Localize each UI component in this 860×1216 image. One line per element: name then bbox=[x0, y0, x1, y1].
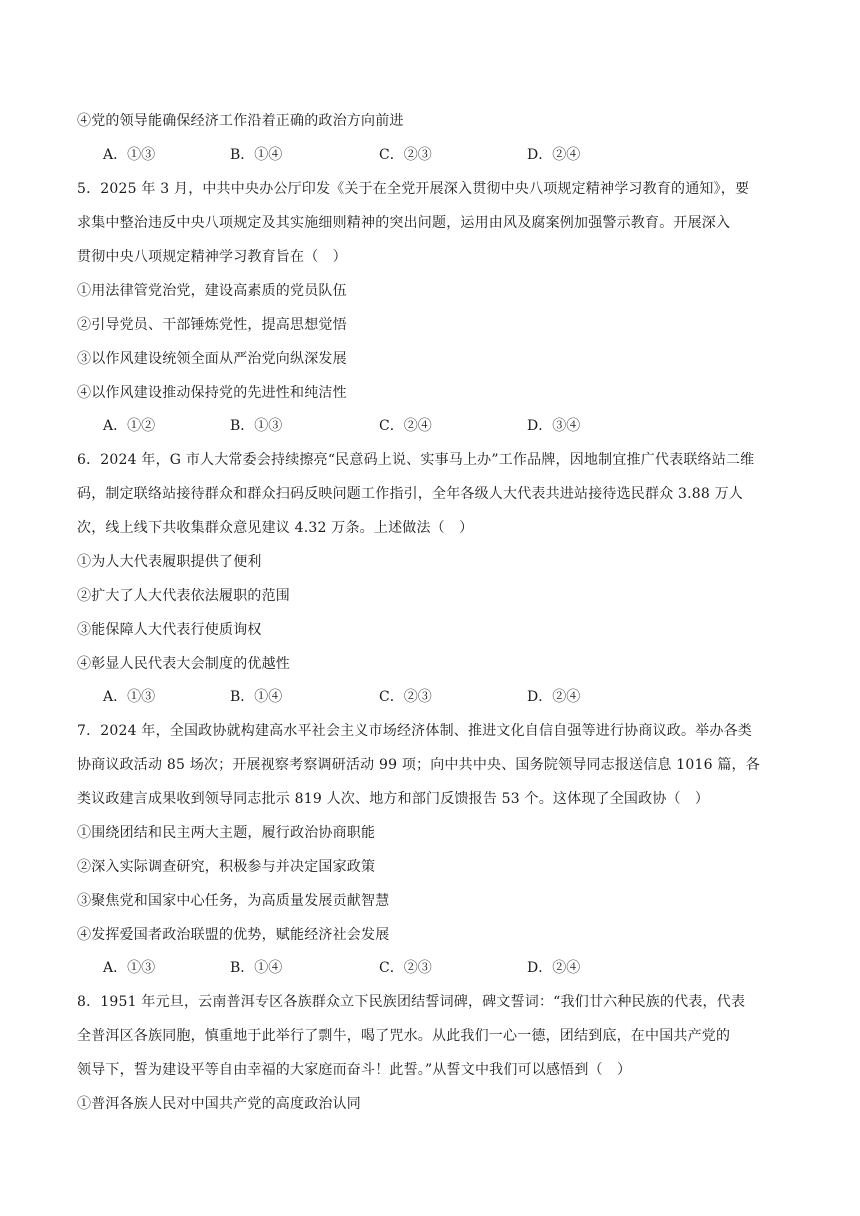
q4-option-b[interactable]: B．①④ bbox=[230, 147, 283, 163]
q6-statement-2: ②扩大了人大代表依法履职的范围 bbox=[77, 588, 290, 604]
q8-stem-line-2: 全普洱区各族同胞，慎重地于此举行了剽牛，喝了咒水。从此我们一心一德，团结到底，在中国共产党的 bbox=[77, 1028, 731, 1044]
q6-statement-3: ③能保障人大代表行使质询权 bbox=[77, 622, 262, 638]
q5-statement-2: ②引导党员、干部锤炼党性，提高思想觉悟 bbox=[77, 317, 347, 333]
q7-stem-line-3: 类议政建言成果收到领导同志批示 819 人次、地方和部门反馈报告 53 个。这体现了全国政协（ ） bbox=[77, 791, 710, 807]
q5-option-c[interactable]: C．②④ bbox=[379, 418, 432, 434]
q6-option-d[interactable]: D．②④ bbox=[527, 689, 581, 705]
q7-option-b[interactable]: B．①④ bbox=[230, 960, 283, 976]
q7-statement-3: ③聚焦党和国家中心任务，为高质量发展贡献智慧 bbox=[77, 893, 390, 909]
q6-stem-line-1: 6．2024 年，G 市人大常委会持续擦亮“民意码上说、实事马上办”工作品牌，因地制宜推广代表联络站二维 bbox=[77, 452, 755, 468]
q5-option-b[interactable]: B．①③ bbox=[230, 418, 283, 434]
q5-stem-line-2: 求集中整治违反中央八项规定及其实施细则精神的突出问题，运用由风及腐案例加强警示教育。开展深入 bbox=[77, 215, 731, 231]
q5-statement-4: ④以作风建设推动保持党的先进性和纯洁性 bbox=[77, 385, 347, 401]
q4-option-c[interactable]: C．②③ bbox=[379, 147, 432, 163]
q5-option-a[interactable]: A．①② bbox=[103, 418, 156, 434]
q6-statement-1: ①为人大代表履职提供了便利 bbox=[77, 554, 262, 570]
q7-statement-2: ②深入实际调查研究，积极参与并决定国家政策 bbox=[77, 859, 376, 875]
q4-statement-4: ④党的领导能确保经济工作沿着正确的政治方向前进 bbox=[77, 113, 404, 129]
q7-statement-4: ④发挥爱国者政治联盟的优势，赋能经济社会发展 bbox=[77, 927, 390, 943]
q8-statement-1: ①普洱各族人民对中国共产党的高度政治认同 bbox=[77, 1096, 361, 1112]
q7-option-d[interactable]: D．②④ bbox=[527, 960, 581, 976]
q6-option-c[interactable]: C．②③ bbox=[379, 689, 432, 705]
q4-option-a[interactable]: A．①③ bbox=[103, 147, 156, 163]
q5-statement-3: ③以作风建设统领全面从严治党向纵深发展 bbox=[77, 351, 347, 367]
q4-option-d[interactable]: D．②④ bbox=[527, 147, 581, 163]
q5-stem-line-3: 贯彻中央八项规定精神学习教育旨在（ ） bbox=[77, 249, 347, 265]
q7-option-a[interactable]: A．①③ bbox=[103, 960, 156, 976]
q6-option-a[interactable]: A．①③ bbox=[103, 689, 156, 705]
q6-stem-line-2: 码，制定联络站接待群众和群众扫码反映问题工作指引，全年各级人大代表共进站接待选民群众 3.88 万人 bbox=[77, 486, 744, 502]
q7-stem-line-2: 协商议政活动 85 场次；开展视察考察调研活动 99 项；向中共中央、国务院领导同志报送信息 1016 篇，各 bbox=[77, 757, 760, 773]
q8-stem-line-1: 8．1951 年元旦，云南普洱专区各族群众立下民族团结誓词碑，碑文誓词：“我们廿六种民族的代表，代表 bbox=[77, 994, 746, 1010]
q6-option-b[interactable]: B．①④ bbox=[230, 689, 283, 705]
q7-statement-1: ①围绕团结和民主两大主题，履行政治协商职能 bbox=[77, 825, 376, 841]
q5-stem-line-1: 5．2025 年 3 月，中共中央办公厅印发《关于在全党开展深入贯彻中央八项规定精神学习教育的通知》，要 bbox=[77, 181, 750, 197]
q7-option-c[interactable]: C．②③ bbox=[379, 960, 432, 976]
q8-stem-line-3: 领导下，誓为建设平等自由幸福的大家庭而奋斗！此誓。”从誓文中我们可以感悟到（ ） bbox=[77, 1062, 632, 1078]
q6-stem-line-3: 次，线上线下共收集群众意见建议 4.32 万条。上述做法（ ） bbox=[77, 520, 474, 536]
q5-option-d[interactable]: D．③④ bbox=[527, 418, 581, 434]
q7-stem-line-1: 7．2024 年，全国政协就构建高水平社会主义市场经济体制、推进文化自信自强等进行协商议政。举办各类 bbox=[77, 723, 752, 739]
q6-statement-4: ④彰显人民代表大会制度的优越性 bbox=[77, 656, 290, 672]
q5-statement-1: ①用法律管党治党，建设高素质的党员队伍 bbox=[77, 283, 347, 299]
